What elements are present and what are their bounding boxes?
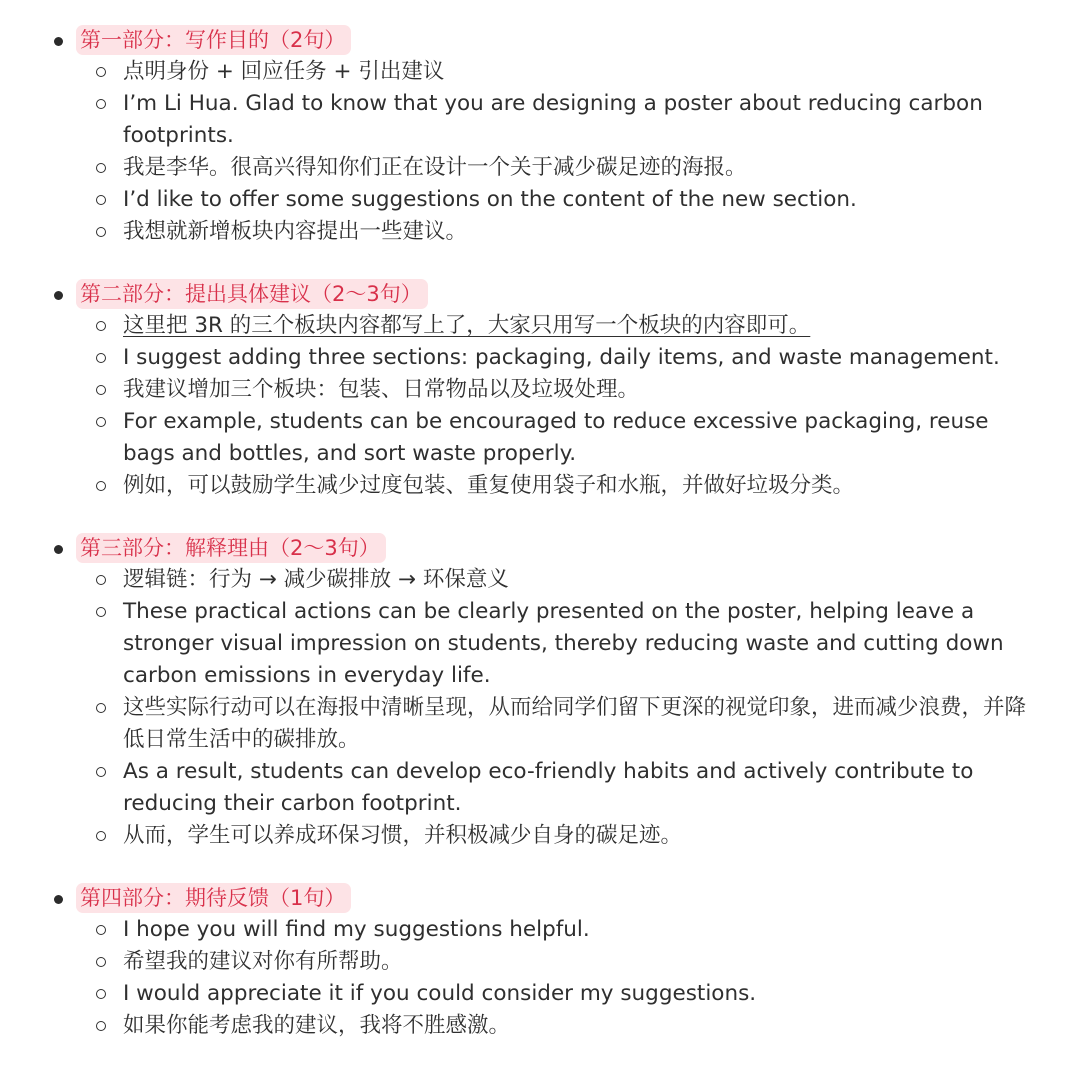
- sub-list: [0, 310, 1060, 502]
- sub-list: [0, 56, 1060, 248]
- list-item: [0, 56, 1060, 88]
- section-heading-row: [0, 278, 1060, 310]
- section-heading-row: [0, 24, 1060, 56]
- section-heading: 第一部分：写作目的（2句）: [76, 25, 351, 55]
- list-item: [0, 216, 1060, 248]
- list-item: [0, 406, 1060, 470]
- sub-list: [0, 564, 1060, 852]
- hollow-bullet-icon: [96, 67, 106, 77]
- list-item: [0, 946, 1060, 978]
- sub-list: [0, 914, 1060, 1042]
- list-item-text: 这些实际行动可以在海报中清晰呈现，从而给同学们留下更深的视觉印象，进而减少浪费，并降低日常生活中的碳排放。: [123, 695, 1027, 752]
- bullet-dot-icon: [54, 37, 63, 46]
- hollow-bullet-icon: [96, 703, 106, 713]
- list-item-text: I would appreciate it if you could consider my suggestions.: [123, 981, 757, 1006]
- list-item-text: I’d like to offer some suggestions on the content of the new section.: [123, 187, 857, 212]
- list-item-text: 希望我的建议对你有所帮助。: [123, 949, 403, 974]
- list-item: [0, 914, 1060, 946]
- list-item: [0, 820, 1060, 852]
- hollow-bullet-icon: [96, 385, 106, 395]
- list-item-text: These practical actions can be clearly presented on the poster, helping leave a stronger visual impression on students, thereby reducing waste and cutting down carbon emissions in everyday life.: [123, 599, 1004, 688]
- list-item-text: 如果你能考虑我的建议，我将不胜感激。: [123, 1013, 511, 1038]
- bullet-dot-icon: [54, 895, 63, 904]
- list-item-text: 从而，学生可以养成环保习惯，并积极减少自身的碳足迹。: [123, 823, 683, 848]
- list-item-text: 逻辑链：行为 → 减少碳排放 → 环保意义: [123, 567, 509, 592]
- section-heading: 第二部分：提出具体建议（2～3句）: [76, 279, 428, 309]
- underlined-note: 这里把 3R 的三个板块内容都写上了，大家只用写一个板块的内容即可。: [123, 313, 811, 338]
- list-item: [0, 470, 1060, 502]
- list-item: [0, 756, 1060, 820]
- list-item-text: 我建议增加三个板块：包装、日常物品以及垃圾处理。: [123, 377, 640, 402]
- list-item-text: 点明身份 + 回应任务 + 引出建议: [123, 59, 445, 84]
- list-item-text: I’m Li Hua. Glad to know that you are designing a poster about reducing carbon footprints.: [123, 91, 983, 148]
- list-item: [0, 374, 1060, 406]
- hollow-bullet-icon: [96, 163, 106, 173]
- section-writing-purpose: [0, 24, 1060, 248]
- list-item-text: For example, students can be encouraged to reduce excessive packaging, reuse bags and bottles, and sort waste properly.: [123, 409, 989, 466]
- list-item: [0, 692, 1060, 756]
- section-heading: 第四部分：期待反馈（1句）: [76, 883, 351, 913]
- list-item-text: 我想就新增板块内容提出一些建议。: [123, 219, 468, 244]
- section-reasons: [0, 532, 1060, 852]
- hollow-bullet-icon: [96, 353, 106, 363]
- list-item: [0, 342, 1060, 374]
- list-item: [0, 152, 1060, 184]
- hollow-bullet-icon: [96, 195, 106, 205]
- list-item: [0, 564, 1060, 596]
- hollow-bullet-icon: [96, 575, 106, 585]
- section-heading: 第三部分：解释理由（2～3句）: [76, 533, 386, 563]
- section-heading-row: [0, 882, 1060, 914]
- list-item-text: 例如，可以鼓励学生减少过度包装、重复使用袋子和水瓶，并做好垃圾分类。: [123, 473, 855, 498]
- section-heading-row: [0, 532, 1060, 564]
- hollow-bullet-icon: [96, 481, 106, 491]
- hollow-bullet-icon: [96, 417, 106, 427]
- hollow-bullet-icon: [96, 607, 106, 617]
- hollow-bullet-icon: [96, 831, 106, 841]
- section-expect-feedback: [0, 882, 1060, 1042]
- hollow-bullet-icon: [96, 925, 106, 935]
- hollow-bullet-icon: [96, 321, 106, 331]
- list-item-text: 我是李华。很高兴得知你们正在设计一个关于减少碳足迹的海报。: [123, 155, 747, 180]
- hollow-bullet-icon: [96, 767, 106, 777]
- hollow-bullet-icon: [96, 1021, 106, 1031]
- list-item-text: I suggest adding three sections: packaging, daily items, and waste management.: [123, 345, 1000, 370]
- bullet-dot-icon: [54, 291, 63, 300]
- hollow-bullet-icon: [96, 957, 106, 967]
- list-item-text: As a result, students can develop eco-friendly habits and actively contribute to reducing their carbon footprint.: [123, 759, 974, 816]
- list-item: [0, 88, 1060, 152]
- hollow-bullet-icon: [96, 99, 106, 109]
- hollow-bullet-icon: [96, 227, 106, 237]
- hollow-bullet-icon: [96, 989, 106, 999]
- list-item: [0, 310, 1060, 342]
- list-item: [0, 184, 1060, 216]
- section-specific-suggestions: [0, 278, 1060, 502]
- list-item: [0, 1010, 1060, 1042]
- list-item: [0, 978, 1060, 1010]
- bullet-dot-icon: [54, 545, 63, 554]
- list-item-text: I hope you will find my suggestions helpful.: [123, 917, 590, 942]
- list-item: [0, 596, 1060, 692]
